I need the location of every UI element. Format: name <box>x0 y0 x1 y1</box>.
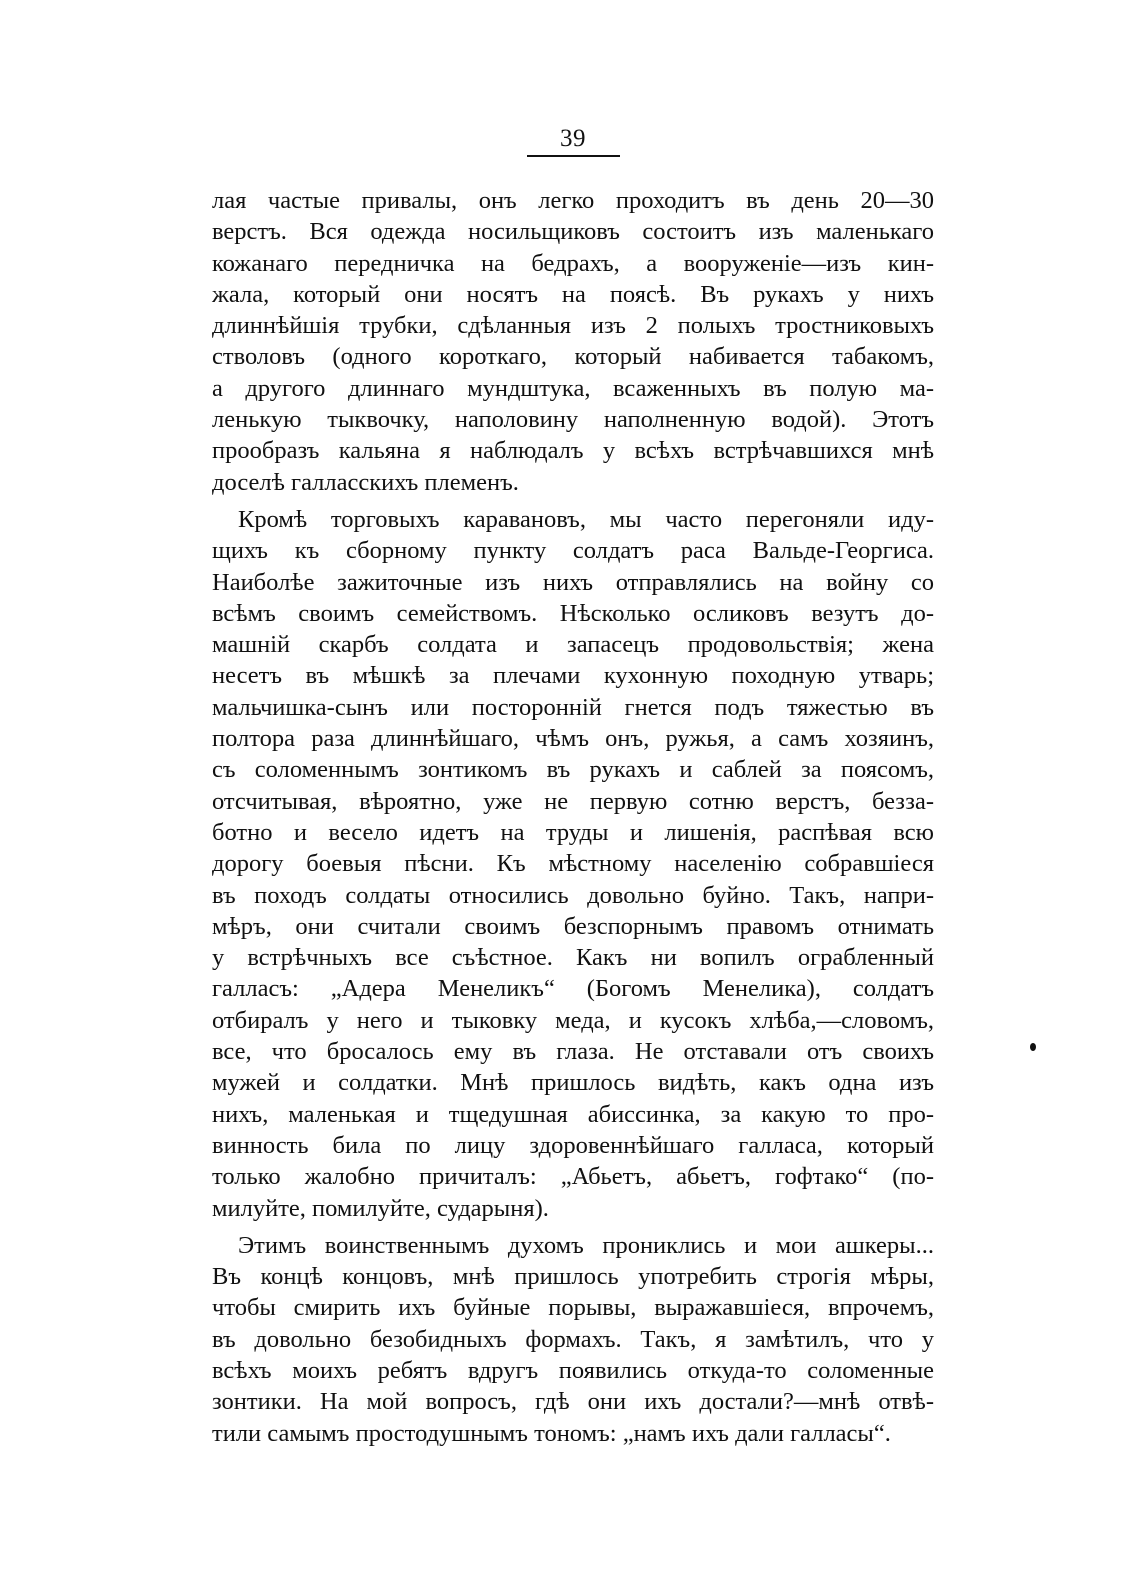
text-line: кожанаго передничка на бедрахъ, а вооруженіе—изъ кин- <box>212 249 934 277</box>
paragraph-2 <box>212 504 934 1224</box>
text-line: зонтики. На мой вопросъ, гдѣ они ихъ достали?—мнѣ отвѣ- <box>212 1388 934 1416</box>
paragraph-3 <box>212 1230 934 1449</box>
text-line: въ довольно безобидныхъ формахъ. Такъ, я замѣтилъ, что у <box>212 1325 934 1353</box>
text-line: въ походъ солдаты относились довольно буйно. Такъ, напри- <box>212 881 934 909</box>
text-line: только жалобно причиталъ: „Абьетъ, абьетъ, гофтако“ (по- <box>212 1163 934 1191</box>
text-line: отбиралъ у него и тыковку меда, и кусокъ хлѣба,—словомъ, <box>212 1006 934 1034</box>
text-line: длиннѣйшія трубки, сдѣланныя изъ 2 полыхъ тростниковыхъ <box>212 312 934 340</box>
text-line: нихъ, маленькая и тщедушная абиссинка, за какую то про- <box>212 1100 934 1128</box>
text-line: а другого длиннаго мундштука, всаженныхъ въ полую ма- <box>212 374 934 402</box>
text-line: ленькую тыквочку, наполовину наполненную водой). Этотъ <box>212 406 934 434</box>
body-text <box>212 185 934 1449</box>
text-line: мужей и солдатки. Мнѣ пришлось видѣть, какъ одна изъ <box>212 1069 934 1097</box>
text-line: жала, который они носятъ на поясѣ. Въ рукахъ у нихъ <box>212 280 934 308</box>
text-line: дорогу боевыя пѣсни. Къ мѣстному населенію собравшіеся <box>212 850 934 878</box>
text-line: мѣръ, они считали своимъ безспорнымъ правомъ отнимать <box>212 912 934 940</box>
text-line: ботно и весело идетъ на труды и лишенія, распѣвая всю <box>212 818 934 846</box>
text-line: лая частые привалы, онъ легко проходитъ въ день 20—30 <box>212 187 934 214</box>
text-line: несетъ въ мѣшкѣ за плечами кухонную походную утварь; <box>212 662 934 690</box>
text-line: отсчитывая, вѣроятно, уже не первую сотню верстъ, безза- <box>212 787 934 815</box>
text-line: машній скарбъ солдата и запасецъ продовольствія; жена <box>212 631 934 659</box>
text-line: доселѣ галласскихъ племенъ. <box>212 468 519 496</box>
text-line: прообразъ кальяна я наблюдалъ у всѣхъ встрѣчавшихся мнѣ <box>212 437 934 465</box>
ink-speck <box>1030 1043 1036 1051</box>
text-line: Въ концѣ концовъ, мнѣ пришлось употребить строгія мѣры, <box>212 1263 934 1291</box>
text-line: чтобы смирить ихъ буйные порывы, выражавшіеся, впрочемъ, <box>212 1294 934 1322</box>
text-line: все, что бросалось ему въ глаза. Не отставали отъ своихъ <box>212 1038 934 1066</box>
text-line: тили самымъ простодушнымъ тономъ: „намъ ихъ дали галласы“. <box>212 1419 891 1447</box>
text-line: всѣмъ своимъ семействомъ. Нѣсколько осликовъ везутъ до- <box>212 599 934 627</box>
text-line: мальчишка-сынъ или посторонній гнется подъ тяжестью въ <box>212 693 934 721</box>
text-line: Наиболѣе зажиточные изъ нихъ отправлялись на войну со <box>212 568 934 596</box>
text-line: съ соломеннымъ зонтикомъ въ рукахъ и саблей за поясомъ, <box>212 756 934 784</box>
page-number-rule <box>527 155 620 157</box>
text-line: полтора раза длиннѣйшаго, чѣмъ онъ, ружья, а самъ хозяинъ, <box>212 725 934 753</box>
text-line: Кромѣ торговыхъ каравановъ, мы часто перегоняли иду- <box>238 505 934 533</box>
text-line: у встрѣчныхъ все съѣстное. Какъ ни вопилъ ограбленный <box>212 944 934 972</box>
text-line: винность била по лицу здоровеннѣйшаго галласа, который <box>212 1131 934 1159</box>
text-line: верстъ. Вся одежда носильщиковъ состоитъ изъ маленькаго <box>212 218 934 246</box>
paragraph-1 <box>212 185 934 498</box>
text-line: щихъ къ сборному пункту солдатъ раса Вальде-Георгиса. <box>212 537 934 565</box>
text-line: Этимъ воинственнымъ духомъ прониклись и мои ашкеры... <box>238 1231 934 1259</box>
text-line: галласъ: „Адера Менеликъ“ (Богомъ Менелика), солдатъ <box>212 975 934 1003</box>
page-number: 39 <box>560 125 586 152</box>
text-line: всѣхъ моихъ ребятъ вдругъ появились откуда-то соломенные <box>212 1356 934 1384</box>
text-line: стволовъ (одного короткаго, который набивается табакомъ, <box>212 343 934 371</box>
text-line: милуйте, помилуйте, сударыня). <box>212 1194 549 1222</box>
